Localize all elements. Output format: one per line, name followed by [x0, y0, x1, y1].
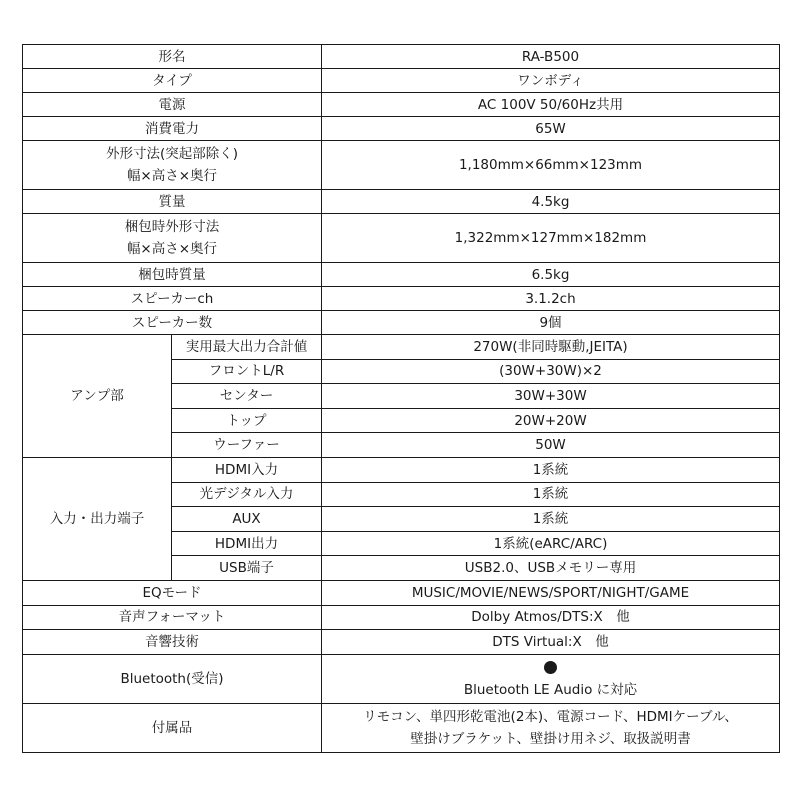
value-accessories-line1: リモコン、単四形乾電池(2本)、電源コード、HDMIケーブル、 [363, 708, 738, 725]
group-label-amp: アンプ部 [23, 335, 172, 458]
io-item-value: 1系統 [322, 482, 780, 507]
label-dimensions [23, 141, 322, 190]
label-consumption: 消費電力 [23, 117, 322, 141]
spec-table [22, 44, 780, 753]
label-eq: EQモード [23, 580, 322, 605]
spec-row-dimensions [23, 141, 780, 190]
value-packed-dimensions: 1,322mm×127mm×182mm [322, 214, 780, 263]
spec-row-power [23, 93, 780, 117]
spec-row-audio-format [23, 605, 780, 630]
label-type: タイプ [23, 69, 322, 93]
label-model: 形名 [23, 45, 322, 69]
label-speaker-ch: スピーカーch [23, 287, 322, 311]
spec-row-packed-mass [23, 263, 780, 287]
spec-row-packed-dimensions [23, 214, 780, 263]
value-consumption: 65W [322, 117, 780, 141]
spec-row-speaker-count [23, 311, 780, 335]
value-speaker-ch: 3.1.2ch [322, 287, 780, 311]
value-audio-format: Dolby Atmos/DTS:X 他 [322, 605, 780, 630]
io-item-value: 1系統 [322, 457, 780, 482]
amp-item-label: 実用最大出力合計値 [172, 335, 322, 360]
amp-item-value: 270W(非同時駆動,JEITA) [322, 335, 780, 360]
value-packed-mass: 6.5kg [322, 263, 780, 287]
io-row [23, 457, 780, 482]
io-item-label: HDMI出力 [172, 531, 322, 556]
bluetooth-supported-icon [326, 657, 775, 679]
spec-row-model [23, 45, 780, 69]
value-accessories [322, 703, 780, 752]
io-item-label: AUX [172, 507, 322, 532]
label-acoustic: 音響技術 [23, 630, 322, 655]
value-accessories-line2: 壁掛けブラケット、壁掛け用ネジ、取扱説明書 [410, 730, 691, 747]
label-packed-mass: 梱包時質量 [23, 263, 322, 287]
amp-row [23, 335, 780, 360]
spec-row-acoustic [23, 630, 780, 655]
spec-row-eq [23, 580, 780, 605]
amp-item-value: (30W+30W)×2 [322, 359, 780, 384]
io-item-label: 光デジタル入力 [172, 482, 322, 507]
amp-item-value: 20W+20W [322, 408, 780, 433]
value-eq: MUSIC/MOVIE/NEWS/SPORT/NIGHT/GAME [322, 580, 780, 605]
amp-item-label: フロントL/R [172, 359, 322, 384]
label-accessories: 付属品 [23, 703, 322, 752]
amp-item-value: 30W+30W [322, 384, 780, 409]
value-bluetooth [322, 654, 780, 703]
label-bluetooth: Bluetooth(受信) [23, 654, 322, 703]
spec-row-consumption [23, 117, 780, 141]
spec-row-bluetooth [23, 654, 780, 703]
spec-row-type [23, 69, 780, 93]
io-item-value: 1系統(eARC/ARC) [322, 531, 780, 556]
value-model: RA-B500 [322, 45, 780, 69]
value-bluetooth-note: Bluetooth LE Audio に対応 [463, 681, 638, 698]
io-item-value: USB2.0、USBメモリー専用 [322, 556, 780, 581]
value-mass: 4.5kg [322, 190, 780, 214]
label-mass: 質量 [23, 190, 322, 214]
amp-item-label: トップ [172, 408, 322, 433]
value-dimensions: 1,180mm×66mm×123mm [322, 141, 780, 190]
io-item-value: 1系統 [322, 507, 780, 532]
spec-row-mass [23, 190, 780, 214]
label-power: 電源 [23, 93, 322, 117]
value-speaker-count: 9個 [322, 311, 780, 335]
group-label-io: 入力・出力端子 [23, 457, 172, 580]
value-type: ワンボディ [322, 69, 780, 93]
spec-row-accessories [23, 703, 780, 752]
spec-row-speaker-ch [23, 287, 780, 311]
value-power: AC 100V 50/60Hz共用 [322, 93, 780, 117]
label-dimensions-line2: 幅×高さ×奥行 [126, 168, 218, 184]
label-speaker-count: スピーカー数 [23, 311, 322, 335]
amp-item-label: センター [172, 384, 322, 409]
label-audio-format: 音声フォーマット [23, 605, 322, 630]
label-packed-dimensions-line1: 梱包時外形寸法 [124, 219, 220, 235]
label-packed-dimensions [23, 214, 322, 263]
io-item-label: HDMI入力 [172, 457, 322, 482]
label-packed-dimensions-line2: 幅×高さ×奥行 [126, 241, 218, 257]
amp-item-value: 50W [322, 433, 780, 458]
io-item-label: USB端子 [172, 556, 322, 581]
label-dimensions-line1: 外形寸法(突起部除く) [105, 146, 239, 162]
value-acoustic: DTS Virtual:X 他 [322, 630, 780, 655]
amp-item-label: ウーファー [172, 433, 322, 458]
